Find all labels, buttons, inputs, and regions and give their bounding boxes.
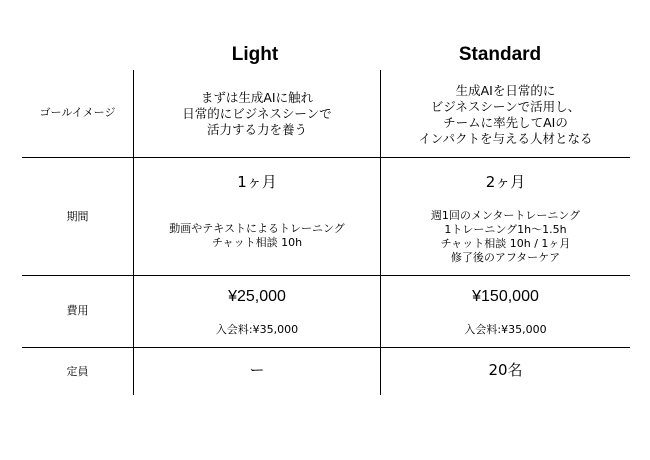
capacity-standard-value: 20名 [488, 361, 523, 379]
capacity-light-value: ー [249, 361, 265, 379]
row-label-period: 期間 [66, 210, 89, 223]
column-header-standard: Standard [458, 44, 542, 65]
row-label-capacity: 定員 [66, 365, 89, 378]
cost-standard-fee: 入会料:¥35,000 [464, 323, 547, 336]
column-header-light: Light [231, 44, 279, 65]
period-light-duration: 1ヶ月 [237, 173, 277, 191]
cost-standard-price: ¥150,000 [472, 288, 539, 305]
row-label-goal: ゴールイメージ [39, 106, 116, 119]
cost-light-price: ¥25,000 [228, 288, 286, 305]
row-label-cost: 費用 [66, 304, 89, 317]
row-divider-2 [22, 275, 630, 276]
goal-light-text: まずは生成AIに触れ 日常的にビジネスシーンで 活力する力を養う [182, 90, 332, 137]
cost-light-fee: 入会料:¥35,000 [215, 323, 299, 336]
row-divider-3 [22, 347, 630, 348]
period-standard-detail: 週1回のメンタートレーニング 1トレーニング1h～1.5h チャット相談 10h / 1ヶ月 修了後のアフターケア [430, 209, 581, 264]
goal-standard-text: 生成AIを日常的に ビジネスシーンで活用し、 チームに率先してAIの インパクトを与える人材となる [418, 83, 593, 146]
period-standard-duration: 2ヶ月 [485, 173, 526, 191]
period-light-detail: 動画やテキストによるトレーニング チャット相談 10h [169, 222, 345, 249]
row-divider-1 [22, 157, 630, 158]
